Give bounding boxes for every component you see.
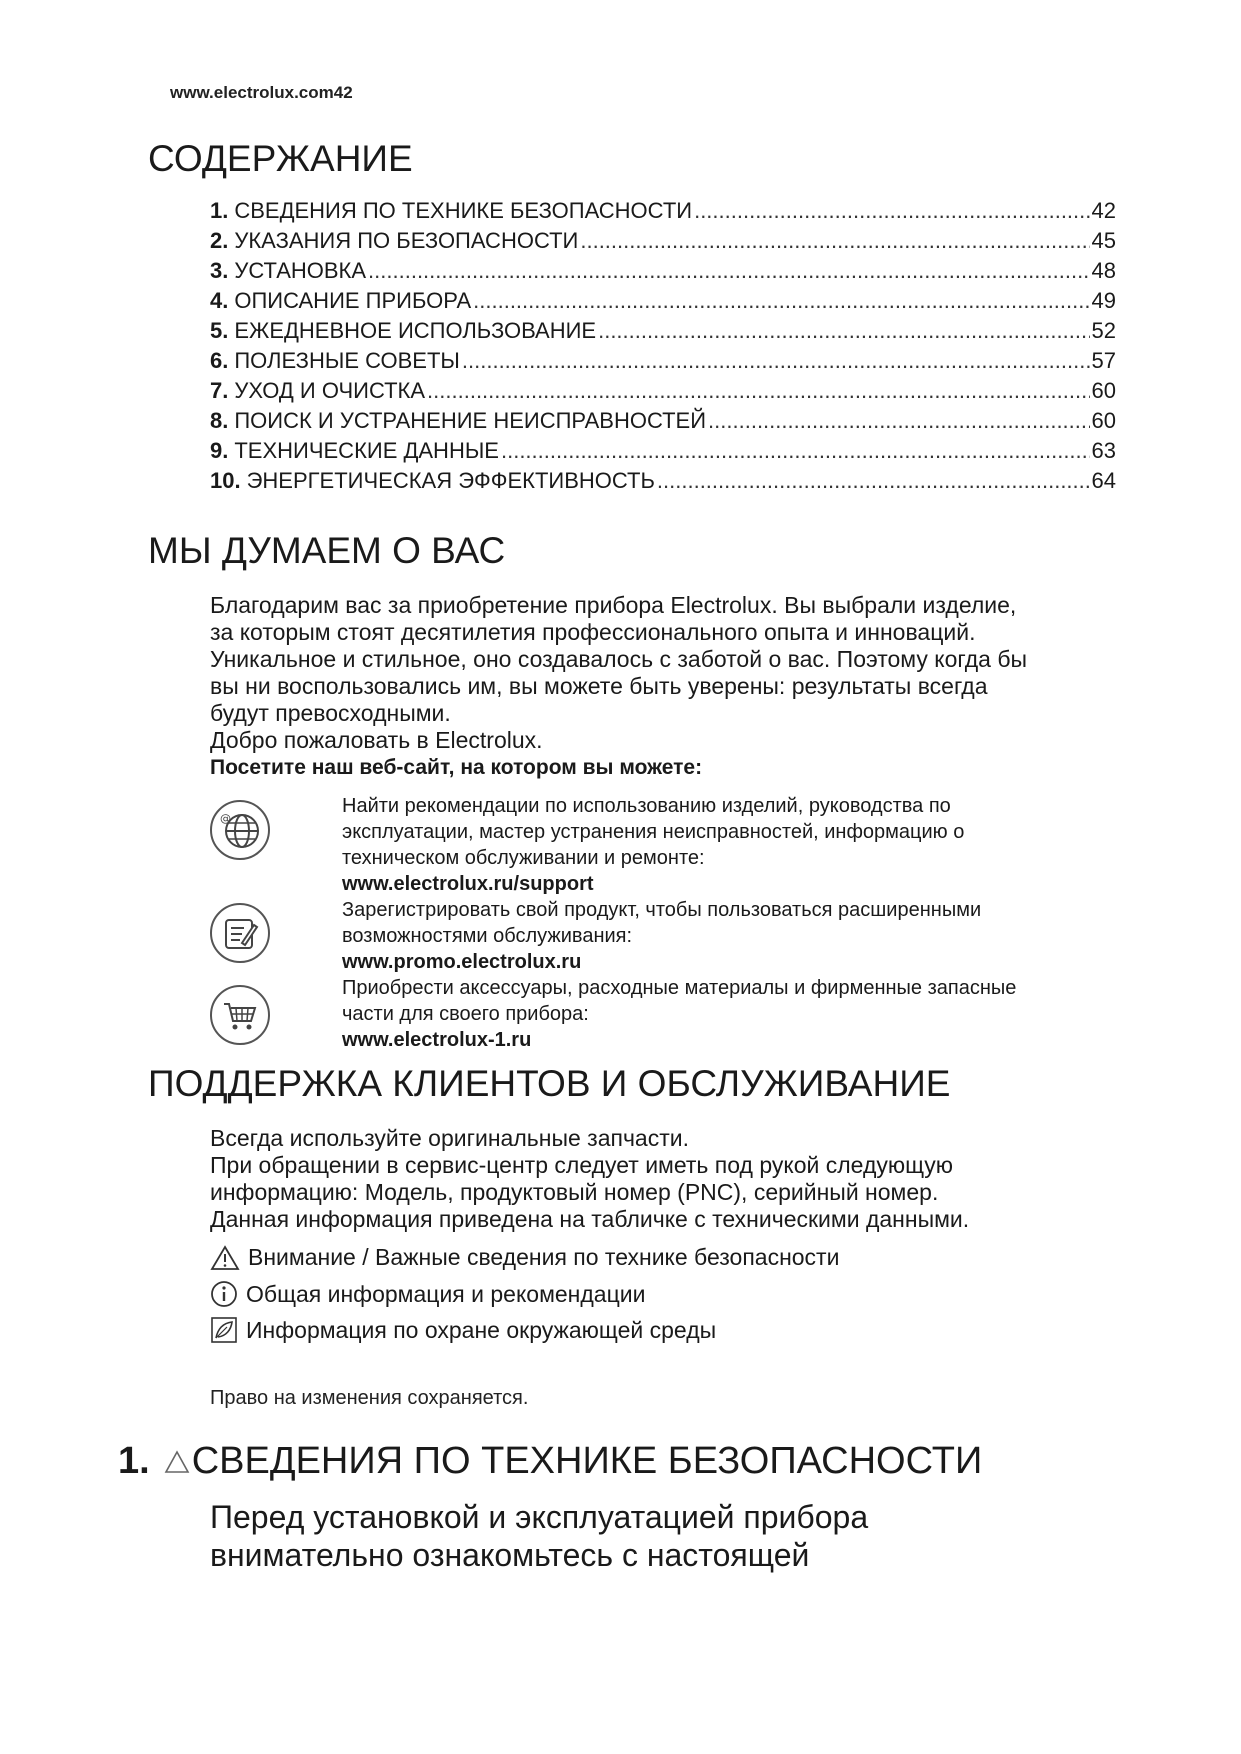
table-of-contents xyxy=(210,198,1116,498)
toc-item[interactable] xyxy=(210,438,1116,468)
toc-dots xyxy=(580,228,1089,254)
toc-item-page: 63 xyxy=(1091,438,1116,463)
think-line: Добро пожаловать в Electrolux. xyxy=(210,727,543,753)
toc-item-num: 9. xyxy=(210,438,229,463)
toc-dots xyxy=(473,288,1089,314)
legend-warning xyxy=(210,1244,839,1271)
toc-item-page: 45 xyxy=(1091,228,1116,253)
toc-item-num: 10. xyxy=(210,468,241,493)
shop-link[interactable]: www.electrolux-1.ru xyxy=(342,1029,532,1051)
toc-item[interactable] xyxy=(210,348,1116,378)
service-shop xyxy=(342,975,1122,1053)
support-line: Всегда используйте оригинальные запчасти. xyxy=(210,1125,689,1151)
service-support xyxy=(342,793,1122,897)
service-text: эксплуатации, мастер устранения неисправностей, информацию о xyxy=(342,821,965,843)
toc-item-num: 6. xyxy=(210,348,229,373)
toc-dots xyxy=(694,198,1089,224)
toc-item[interactable] xyxy=(210,378,1116,408)
support-line: информацию: Модель, продуктовый номер (PNC), серийный номер. xyxy=(210,1179,939,1205)
legend-text: Информация по охране окружающей среды xyxy=(246,1316,717,1343)
toc-item-label: УСТАНОВКА xyxy=(234,258,367,283)
toc-dots xyxy=(501,438,1090,464)
legend-text: Общая информация и рекомендации xyxy=(246,1280,646,1307)
toc-item-num: 2. xyxy=(210,228,229,253)
toc-item-num: 8. xyxy=(210,408,229,433)
toc-item[interactable] xyxy=(210,258,1116,288)
think-line: Благодарим вас за приобретение прибора Electrolux. Вы выбрали изделие, xyxy=(210,592,1017,618)
toc-item-label: ЭНЕРГЕТИЧЕСКАЯ ЭФФЕКТИВНОСТЬ xyxy=(246,468,655,493)
toc-dots xyxy=(427,378,1089,404)
toc-item-num: 4. xyxy=(210,288,229,313)
toc-item-num: 1. xyxy=(210,198,229,223)
toc-dots xyxy=(708,408,1089,434)
legend-environment xyxy=(210,1316,716,1344)
think-line: вы ни воспользовались им, вы можете быть уверены: результаты всегда xyxy=(210,673,988,699)
section-heading: СВЕДЕНИЯ ПО ТЕХНИКЕ БЕЗОПАСНОСТИ xyxy=(191,1440,983,1482)
toc-item-page: 64 xyxy=(1091,468,1116,493)
toc-item-page: 60 xyxy=(1091,408,1116,433)
intro-line: Перед установкой и эксплуатацией прибора xyxy=(210,1499,869,1535)
toc-dots xyxy=(598,318,1089,344)
toc-item-page: 42 xyxy=(1091,198,1116,223)
toc-dots xyxy=(657,468,1090,494)
toc-item-num: 5. xyxy=(210,318,229,343)
toc-item-num: 7. xyxy=(210,378,229,403)
rights-notice: Право на изменения сохраняется. xyxy=(210,1387,529,1409)
toc-item[interactable] xyxy=(210,318,1116,348)
warning-icon xyxy=(210,1245,240,1271)
toc-item-label: ПОИСК И УСТРАНЕНИЕ НЕИСПРАВНОСТЕЙ xyxy=(234,408,707,433)
toc-item-label: ПОЛЕЗНЫЕ СОВЕТЫ xyxy=(234,348,460,373)
toc-item-page: 52 xyxy=(1091,318,1116,343)
toc-item-label: УХОД И ОЧИСТКА xyxy=(234,378,426,403)
toc-dots xyxy=(462,348,1090,374)
register-icon xyxy=(210,903,270,963)
toc-item-label: ОПИСАНИЕ ПРИБОРА xyxy=(234,288,472,313)
section-1-title xyxy=(118,1440,982,1483)
toc-item-num: 3. xyxy=(210,258,229,283)
visit-heading: Посетите наш веб-сайт, на котором вы можете: xyxy=(210,756,703,779)
support-line: При обращении в сервис-центр следует иметь под рукой следующую xyxy=(210,1152,954,1178)
service-text: Зарегистрировать свой продукт, чтобы пользоваться расширенными xyxy=(342,899,982,921)
think-line: будут превосходными. xyxy=(210,700,451,726)
toc-item[interactable] xyxy=(210,408,1116,438)
section-number: 1. xyxy=(118,1440,150,1482)
toc-item[interactable] xyxy=(210,198,1116,228)
toc-item-label: ТЕХНИЧЕСКИЕ ДАННЫЕ xyxy=(234,438,499,463)
support-paragraph xyxy=(210,1125,1120,1233)
support-link[interactable]: www.electrolux.ru/support xyxy=(342,873,594,895)
service-text: возможностями обслуживания: xyxy=(342,925,633,947)
legend-text: Внимание / Важные сведения по технике безопасности xyxy=(248,1244,840,1270)
warning-icon xyxy=(164,1450,190,1474)
service-register xyxy=(342,897,1122,975)
intro-line: внимательно ознакомьтесь с настоящей xyxy=(210,1537,810,1573)
section-1-intro xyxy=(210,1498,1110,1574)
cart-icon xyxy=(210,985,270,1045)
think-paragraph xyxy=(210,592,1120,781)
support-line: Данная информация приведена на табличке с техническими данными. xyxy=(210,1206,970,1232)
site-url[interactable]: www.electrolux.com42 xyxy=(170,83,353,102)
svg-text:@: @ xyxy=(220,812,231,825)
toc-item-label: СВЕДЕНИЯ ПО ТЕХНИКЕ БЕЗОПАСНОСТИ xyxy=(234,198,693,223)
legend-info xyxy=(210,1280,645,1308)
info-icon xyxy=(210,1280,238,1308)
service-text: части для своего прибора: xyxy=(342,1003,589,1025)
toc-item[interactable] xyxy=(210,228,1116,258)
toc-item-label: УКАЗАНИЯ ПО БЕЗОПАСНОСТИ xyxy=(234,228,579,253)
service-text: Приобрести аксессуары, расходные материалы и фирменные запасные xyxy=(342,977,1017,999)
promo-link[interactable]: www.promo.electrolux.ru xyxy=(342,951,582,973)
globe-icon xyxy=(210,800,270,860)
toc-dots xyxy=(368,258,1089,284)
service-text: техническом обслуживании и ремонте: xyxy=(342,847,705,869)
toc-item-label: ЕЖЕДНЕВНОЕ ИСПОЛЬЗОВАНИЕ xyxy=(234,318,597,343)
think-line: за которым стоят десятилетия профессионального опыта и инноваций. xyxy=(210,619,976,645)
support-title: ПОДДЕРЖКА КЛИЕНТОВ И ОБСЛУЖИВАНИЕ xyxy=(148,1063,951,1104)
think-title: МЫ ДУМАЕМ О ВАС xyxy=(148,530,506,571)
toc-item[interactable] xyxy=(210,288,1116,318)
toc-item-page: 48 xyxy=(1091,258,1116,283)
toc-item-page: 57 xyxy=(1091,348,1116,373)
leaf-icon xyxy=(210,1316,238,1344)
toc-item-page: 49 xyxy=(1091,288,1116,313)
service-text: Найти рекомендации по использованию изделий, руководства по xyxy=(342,795,951,817)
toc-title: СОДЕРЖАНИЕ xyxy=(148,138,413,179)
toc-item-page: 60 xyxy=(1091,378,1116,403)
toc-item[interactable] xyxy=(210,468,1116,498)
think-line: Уникальное и стильное, оно создавалось с заботой о вас. Поэтому когда бы xyxy=(210,646,1028,672)
